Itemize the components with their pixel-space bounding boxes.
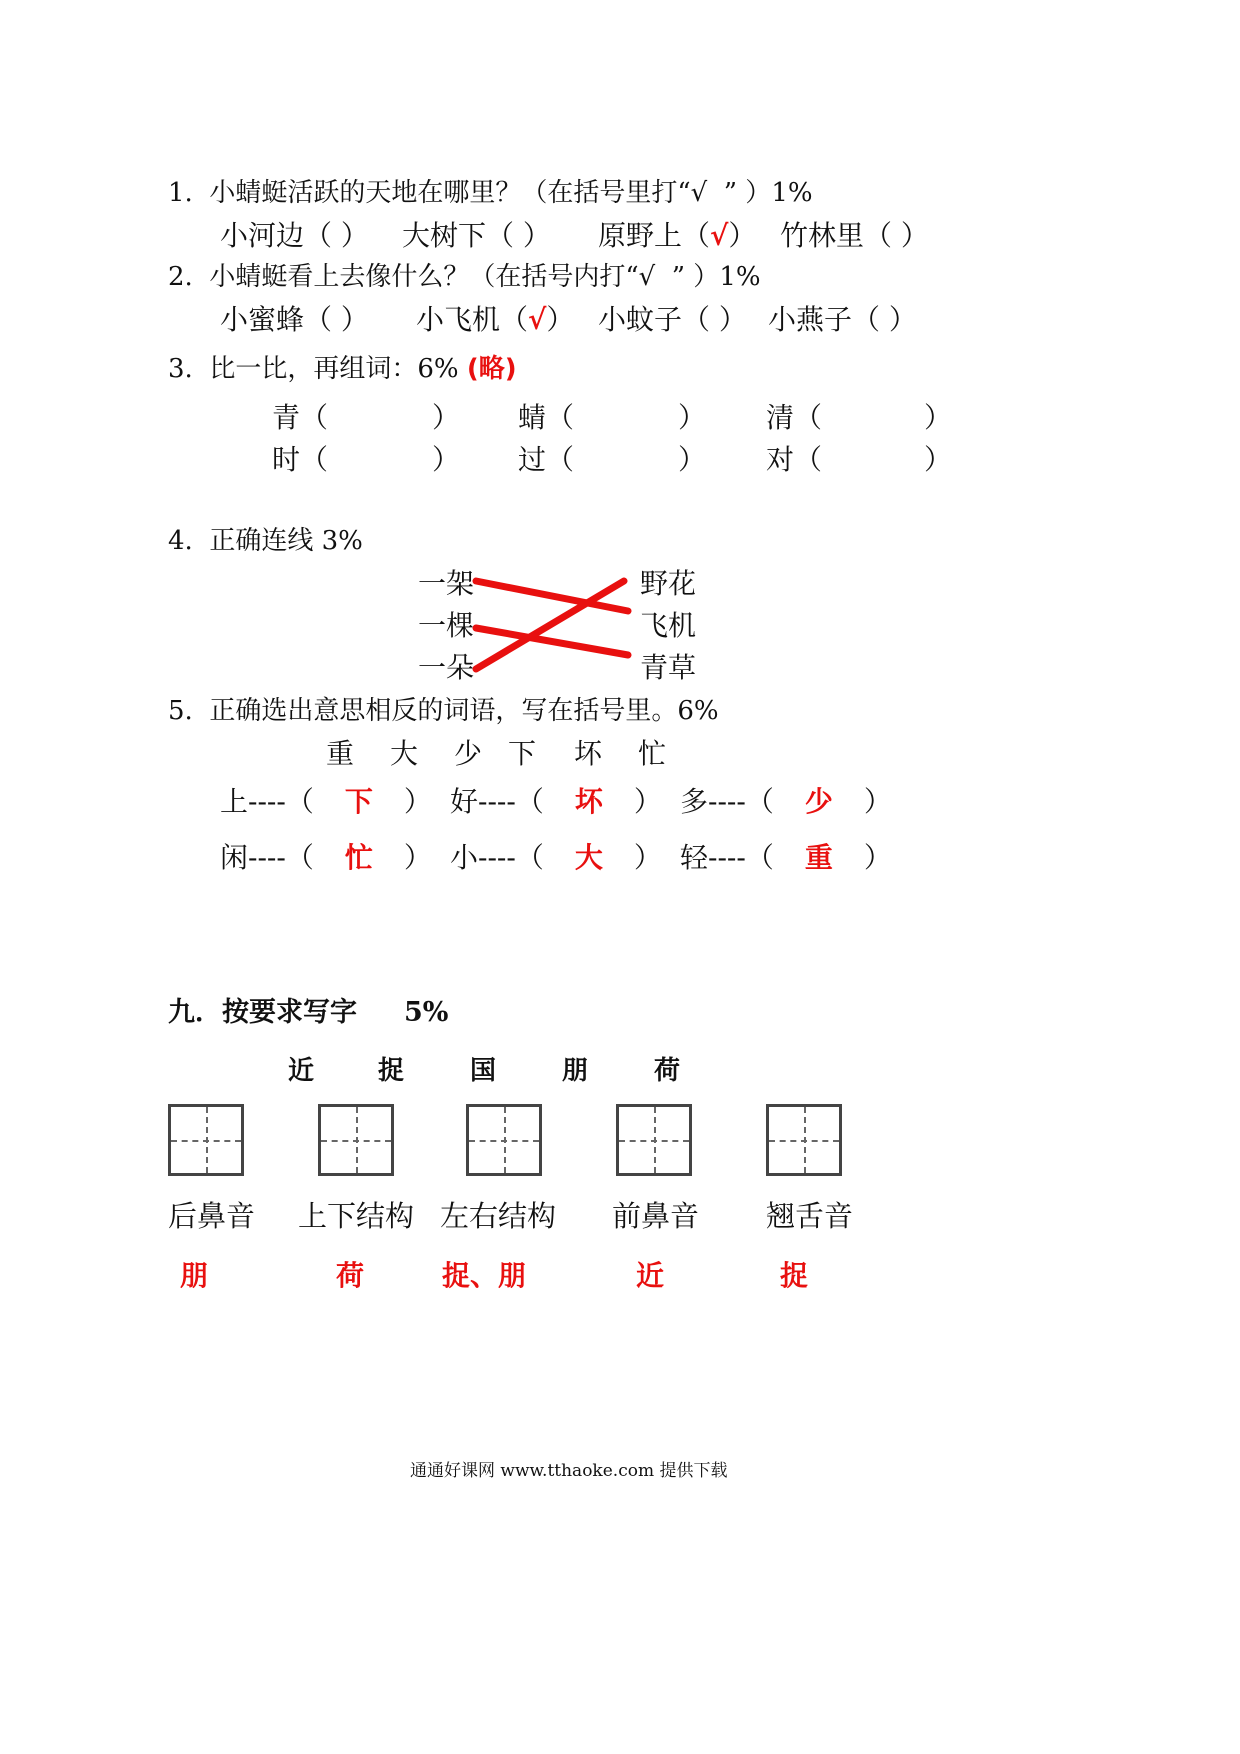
s9-char-4: 朋 (562, 1056, 589, 1086)
s9-category-5: 翘舌音 (766, 1199, 854, 1233)
q5-pair-3: 多----（ 少 ） (680, 780, 892, 820)
q2-option-2: 小飞机（√） (416, 303, 575, 336)
q3-row2-b-close: ） (678, 443, 707, 476)
q3-row2-a: 时（ (272, 443, 329, 476)
q3-row2-c-close: ） (924, 443, 953, 476)
writing-grid-2[interactable] (318, 1104, 394, 1176)
footer-credit: 通通好课网 www.tthaoke.com 提供下载 (410, 1461, 728, 1481)
q4-title: 4. 正确连线 3% (168, 526, 363, 556)
q2-option-4: 小燕子（ ） (768, 303, 917, 336)
writing-grid-5[interactable] (766, 1104, 842, 1176)
q2-option-3: 小蚊子（ ） (598, 303, 747, 336)
q3-row2-b: 过（ (518, 443, 575, 476)
q4-line-2 (476, 628, 628, 655)
q3-row1-c: 清（ (766, 401, 823, 434)
s9-category-1: 后鼻音 (168, 1199, 256, 1233)
writing-grid-4[interactable] (616, 1104, 692, 1176)
s9-answer-3: 捉、朋 (442, 1259, 527, 1292)
q5-answer-2: 坏 (574, 785, 603, 818)
q5-answer-6: 重 (804, 841, 833, 874)
s9-char-3: 国 (470, 1056, 497, 1086)
q5-answer-3: 少 (804, 785, 833, 818)
q3-row2-a-close: ） (432, 443, 461, 476)
q1-option-3: 原野上（√） (598, 219, 757, 252)
q3-row1-c-close: ） (924, 401, 953, 434)
s9-category-3: 左右结构 (440, 1199, 557, 1233)
q4-right-3: 青草 (640, 651, 697, 684)
writing-grid-3[interactable] (466, 1104, 542, 1176)
q5-answer-5: 大 (574, 841, 603, 874)
q4-right-1: 野花 (640, 567, 697, 600)
q5-choice-6: 忙 (638, 737, 667, 770)
s9-category-4: 前鼻音 (612, 1199, 700, 1233)
q3-title: 3. 比一比，再组词：6% (略) (168, 354, 517, 384)
q5-choice-3: 少 (454, 737, 483, 770)
q1-title: 1. 小蜻蜓活跃的天地在哪里？（在括号里打“√ ” ）1% (168, 178, 813, 208)
q5-choice-5: 坏 (574, 737, 603, 770)
s9-char-1: 近 (288, 1056, 315, 1086)
q3-row1-a-close: ） (432, 401, 461, 434)
q1-option-2: 大树下（ ） (402, 219, 551, 252)
q3-row1-b-close: ） (678, 401, 707, 434)
s9-category-2: 上下结构 (298, 1199, 415, 1233)
q2-answer-check: √ (528, 303, 547, 336)
q5-pair-4: 闲----（ 忙 ） (220, 836, 432, 876)
q5-choice-2: 大 (390, 737, 419, 770)
q4-left-1: 一架 (418, 567, 475, 600)
q5-pair-1: 上----（ 下 ） (220, 780, 432, 820)
q1-answer-check: √ (710, 219, 729, 252)
q5-pair-2: 好----（ 坏 ） (450, 780, 662, 820)
q4-right-2: 飞机 (640, 609, 697, 642)
q5-pair-6: 轻----（ 重 ） (680, 836, 892, 876)
q2-title: 2. 小蜻蜓看上去像什么？（在括号内打“√ ” ）1% (168, 262, 761, 292)
q4-left-3: 一朵 (418, 651, 475, 684)
q5-choice-1: 重 (326, 737, 355, 770)
s9-answer-2: 荷 (336, 1259, 365, 1292)
s9-char-2: 捉 (378, 1056, 405, 1086)
section9-title: 九．按要求写字 5% (168, 997, 449, 1028)
q5-answer-4: 忙 (344, 841, 373, 874)
q5-choice-4: 下 (508, 737, 537, 770)
q3-row2-c: 对（ (766, 443, 823, 476)
s9-answer-5: 捉 (780, 1259, 809, 1292)
s9-char-5: 荷 (654, 1056, 681, 1086)
q2-option-1: 小蜜蜂（ ） (220, 303, 369, 336)
q5-answer-1: 下 (344, 785, 373, 818)
s9-answer-1: 朋 (180, 1259, 209, 1292)
q1-option-4: 竹林里（ ） (780, 219, 929, 252)
q4-left-2: 一棵 (418, 609, 475, 642)
writing-grid-1[interactable] (168, 1104, 244, 1176)
q3-row1-b: 蜻（ (518, 401, 575, 434)
q5-pair-5: 小----（ 大 ） (450, 836, 662, 876)
q5-title: 5. 正确选出意思相反的词语，写在括号里。6% (168, 696, 719, 726)
s9-answer-4: 近 (636, 1259, 665, 1292)
q1-option-1: 小河边（ ） (220, 219, 369, 252)
q3-row1-a: 青（ (272, 401, 329, 434)
q3-note: (略) (466, 354, 517, 384)
